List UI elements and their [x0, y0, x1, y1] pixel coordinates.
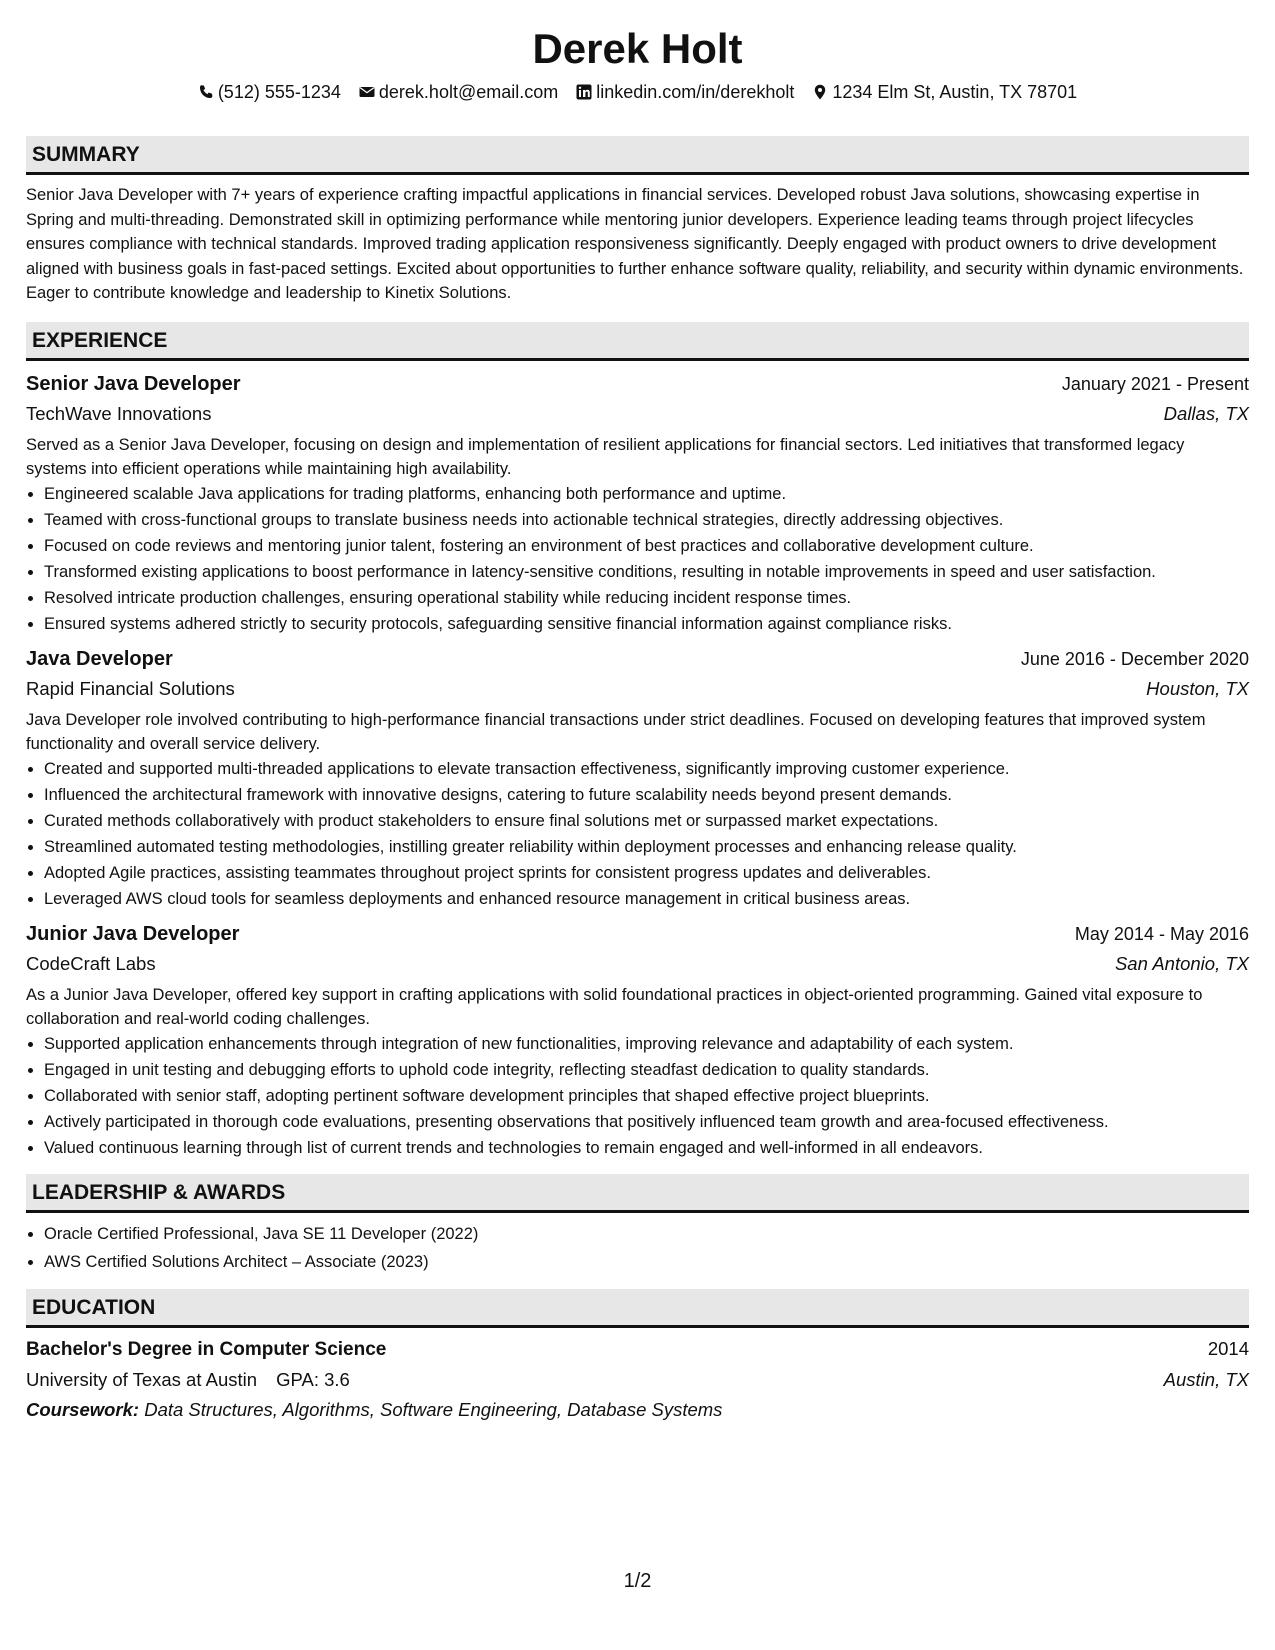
contact-bar: [26, 80, 1249, 104]
company-name: CodeCraft Labs: [26, 952, 156, 974]
awards-list: [26, 1221, 1249, 1275]
school-location: Austin, TX: [1163, 1368, 1249, 1390]
list-item: • Oracle Certified Professional, Java SE 11 Developer (2022): [44, 1221, 1249, 1247]
job-description: Served as a Senior Java Developer, focusing on design and implementation of resilient applications for financial sectors. Led initiatives that transformed legacy systems into efficient operations while maintaining high availability.: [26, 435, 1185, 478]
job-description: As a Junior Java Developer, offered key support in crafting applications with solid foundational practices in object-oriented programming. Gained vital exposure to collaboration and real-world coding challenges.: [26, 985, 1203, 1028]
list-item: • Transformed existing applications to boost performance in latency-sensitive conditions, resulting in notable improvements in speed and user satisfaction.: [44, 560, 1249, 584]
email-text: derek.holt@email.com: [378, 82, 559, 102]
job-location: San Antonio, TX: [1114, 952, 1249, 974]
linkedin-icon: [576, 84, 592, 100]
list-item: • Focused on code reviews and mentoring junior talent, fostering an environment of best practices and collaborative development culture.: [44, 534, 1249, 558]
list-item: • Teamed with cross-functional groups to translate business needs into actionable technical strategies, directly addressing objectives.: [44, 508, 1249, 532]
list-item: • Created and supported multi-threaded applications to elevate transaction effectiveness, significantly improving customer experience.: [44, 757, 1249, 781]
job-location: Houston, TX: [1146, 677, 1249, 699]
contact-phone: [198, 80, 341, 104]
education-header: EDUCATION: [26, 1289, 1249, 1328]
education-entry: [26, 1334, 1249, 1425]
experience-entry: [26, 919, 1249, 1160]
list-item: • Ensured systems adhered strictly to security protocols, safeguarding sensitive financial information against compliance risks.: [44, 612, 1249, 636]
job-bullets: [26, 757, 1249, 911]
job-description: Java Developer role involved contributing to high-performance financial transactions under strict deadlines. Focused on developing features that improved system functionality and overall service delivery.: [26, 710, 1206, 753]
awards-header: LEADERSHIP & AWARDS: [26, 1174, 1249, 1213]
coursework-label: Coursework:: [26, 1398, 140, 1420]
envelope-icon: [359, 84, 375, 100]
page-number: 1/2: [623, 1570, 652, 1592]
job-bullets: [26, 1032, 1249, 1160]
job-bullets: [26, 482, 1249, 636]
job-location: Dallas, TX: [1163, 402, 1249, 424]
list-item: • Supported application enhancements through integration of new functionalities, improving relevance and adaptability of each system.: [44, 1032, 1249, 1056]
list-item: • Engaged in unit testing and debugging efforts to uphold code integrity, reflecting steadfast dedication to quality standards.: [44, 1058, 1249, 1082]
map-pin-icon: [812, 84, 828, 100]
school-name: University of Texas at Austin: [26, 1368, 258, 1390]
experience-entry: [26, 369, 1249, 636]
experience-header: EXPERIENCE: [26, 322, 1249, 361]
list-item: • Collaborated with senior staff, adopting pertinent software development principles that shaped effective project blueprints.: [44, 1084, 1249, 1108]
list-item: • Curated methods collaboratively with product stakeholders to ensure final solutions met or surpassed market expectations.: [44, 809, 1249, 833]
phone-icon: [198, 84, 214, 100]
contact-linkedin: [576, 80, 794, 104]
list-item: • Valued continuous learning through list of current trends and technologies to remain engaged and well-informed in all endeavors.: [44, 1136, 1249, 1160]
list-item: • Influenced the architectural framework with innovative designs, catering to future scalability needs beyond present demands.: [44, 783, 1249, 807]
phone-text: (512) 555-1234: [217, 82, 341, 102]
coursework: [26, 1395, 1249, 1425]
job-title: Junior Java Developer: [26, 922, 240, 945]
list-item: • Leveraged AWS cloud tools for seamless deployments and enhanced resource management in critical business areas.: [44, 887, 1249, 911]
list-item: • Engineered scalable Java applications for trading platforms, enhancing both performance and uptime.: [44, 482, 1249, 506]
job-dates: June 2016 - December 2020: [1020, 648, 1249, 669]
job-title: Java Developer: [26, 647, 173, 670]
summary-text: Senior Java Developer with 7+ years of experience crafting impactful applications in financial services. Developed robust Java solutions, showcasing expertise in Spring and multi-threading. Demonstrated skill in optimizing performance while mentoring junior developers. Experience leading teams through project lifecycles ensures compliance with technical standards. Improved trading application responsiveness significantly. Deeply engaged with product owners to drive development aligned with business goals in fast-paced settings. Excited about opportunities to further enhance software quality, reliability, and security within dynamic environments. Eager to contribute knowledge and leadership to Kinetix Solutions.: [26, 186, 1244, 302]
job-dates: January 2021 - Present: [1061, 373, 1249, 394]
list-item: • Resolved intricate production challenges, ensuring operational stability while reducing incident response times.: [44, 586, 1249, 610]
job-title: Senior Java Developer: [26, 372, 241, 395]
gpa: GPA: 3.6: [276, 1368, 350, 1390]
coursework-list: Data Structures, Algorithms, Software Engineering, Database Systems: [144, 1398, 723, 1420]
list-item: • Streamlined automated testing methodologies, instilling greater reliability within deployment processes and enhancing release quality.: [44, 835, 1249, 859]
degree-title: Bachelor's Degree in Computer Science: [26, 1338, 387, 1360]
address-text: 1234 Elm St, Austin, TX 78701: [832, 82, 1078, 102]
list-item: • AWS Certified Solutions Architect – Associate (2023): [44, 1249, 1249, 1275]
experience-entry: [26, 644, 1249, 911]
linkedin-text: linkedin.com/in/derekholt: [596, 82, 795, 102]
awards-section: [26, 1174, 1249, 1275]
contact-address: [812, 80, 1077, 104]
graduation-year: 2014: [1207, 1337, 1249, 1359]
company-name: TechWave Innovations: [26, 402, 212, 424]
list-item: • Actively participated in thorough code evaluations, presenting observations that positively influenced team growth and area-focused effectiveness.: [44, 1110, 1249, 1134]
job-dates: May 2014 - May 2016: [1074, 923, 1249, 944]
candidate-name: Derek Holt: [532, 25, 743, 72]
company-name: Rapid Financial Solutions: [26, 677, 235, 699]
summary-header: SUMMARY: [26, 136, 1249, 175]
list-item: • Adopted Agile practices, assisting teammates throughout project sprints for consistent progress updates and deliverables.: [44, 861, 1249, 885]
contact-email: [359, 80, 558, 104]
